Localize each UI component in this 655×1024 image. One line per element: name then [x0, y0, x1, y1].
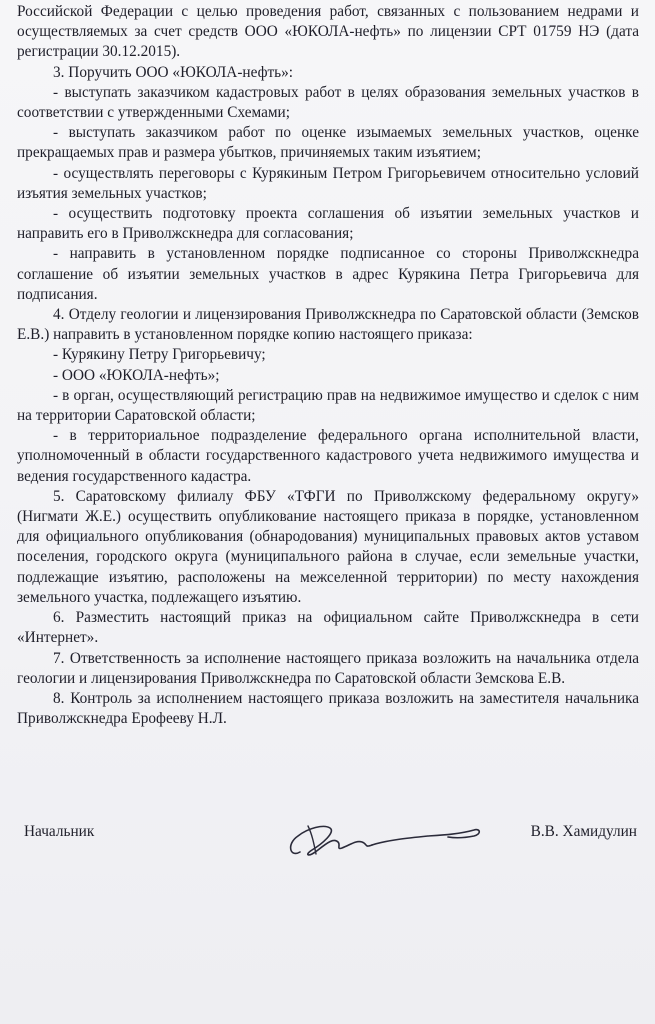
paragraph-item-7: 7. Ответственность за исполнение настоящего приказа возложить на начальника отдела геологии и лицензирования Приволжскнедра по Саратовской области Земскова Е.В. [17, 649, 639, 687]
handwritten-signature [278, 814, 488, 862]
signature-block [20, 814, 637, 864]
paragraph-item-3-valuation: - выступать заказчиком работ по оценке изымаемых земельных участков, оценке прекращаемых прав и размера убытков, причиняемых таким изъятием; [17, 124, 639, 162]
paragraph-item-5: 5. Саратовскому филиалу ФБУ «ТФГИ по Приволжскому федеральному округу» (Нигмати Ж.Е.) осуществить опубликование настоящего приказа в порядке, установленном для официального опубликования (обнародования) муниципальных правовых актов уставом поселения, городского округа (муниципального района в случае, если земельные участки, подлежащие изъятию, расположены на межселенной территории) по месту нахождения земельного участка, подлежащего изъятию. [17, 487, 639, 606]
paragraph-item-3-negotiations: - осуществлять переговоры с Курякиным Петром Григорьевичем относительно условий изъятия земельных участков; [17, 164, 639, 202]
paragraph-item-8: 8. Контроль за исполнением настоящего приказа возложить на заместителя начальника Приволжскнедра Ерофееву Н.Л. [17, 689, 639, 728]
paragraph-item-4-recipient-4: - в территориальное подразделение федерального органа исполнительной власти, уполномоченный в области государственного кадастрового учета недвижимого имущества и ведения государственного кадастра. [17, 427, 639, 485]
paragraph-item-3-agreement-draft: - осуществить подготовку проекта соглашения об изъятии земельных участков и направить его в Приволжскнедра для согласования; [17, 205, 639, 243]
paragraph-item-4: 4. Отделу геологии и лицензирования Приволжскнедра по Саратовской области (Земсков Е.В.) направить в установленном порядке копию настоящего приказа: [17, 306, 639, 344]
paragraph-intro: Российской Федерации с целью проведения работ, связанных с пользованием недрами и осуществляемых за счет средств ООО «ЮКОЛА-нефть» по лицензии СРТ 01759 НЭ (дата регистрации 30.12.2015). [17, 3, 639, 61]
paragraph-item-4-recipient-2: - ООО «ЮКОЛА-нефть»; [53, 366, 220, 384]
signatory-name: В.В. Хамидулин [530, 823, 637, 840]
paragraph-item-3-agreement-send: - направить в установленном порядке подписанное со стороны Приволжскнедра соглашение об изъятии земельных участков в адрес Курякина Петра Григорьевича для подписания. [17, 245, 639, 303]
signatory-title: Начальник [24, 823, 95, 840]
document-body [17, 2, 639, 729]
paragraph-item-4-recipient-3: - в орган, осуществляющий регистрацию прав на недвижимое имущество и сделок с ним на территории Саратовской области; [17, 386, 639, 425]
paragraph-item-3: 3. Поручить ООО «ЮКОЛА-нефть»: [53, 63, 294, 81]
paragraph-item-4-recipient-1: - Курякину Петру Григорьевичу; [53, 346, 266, 364]
paragraph-item-3-cadastral: - выступать заказчиком кадастровых работ в целях образования земельных участков в соответствии с утвержденными Схемами; [17, 83, 639, 122]
paragraph-item-6: 6. Разместить настоящий приказ на официальном сайте Приволжскнедра в сети «Интернет». [17, 609, 639, 647]
